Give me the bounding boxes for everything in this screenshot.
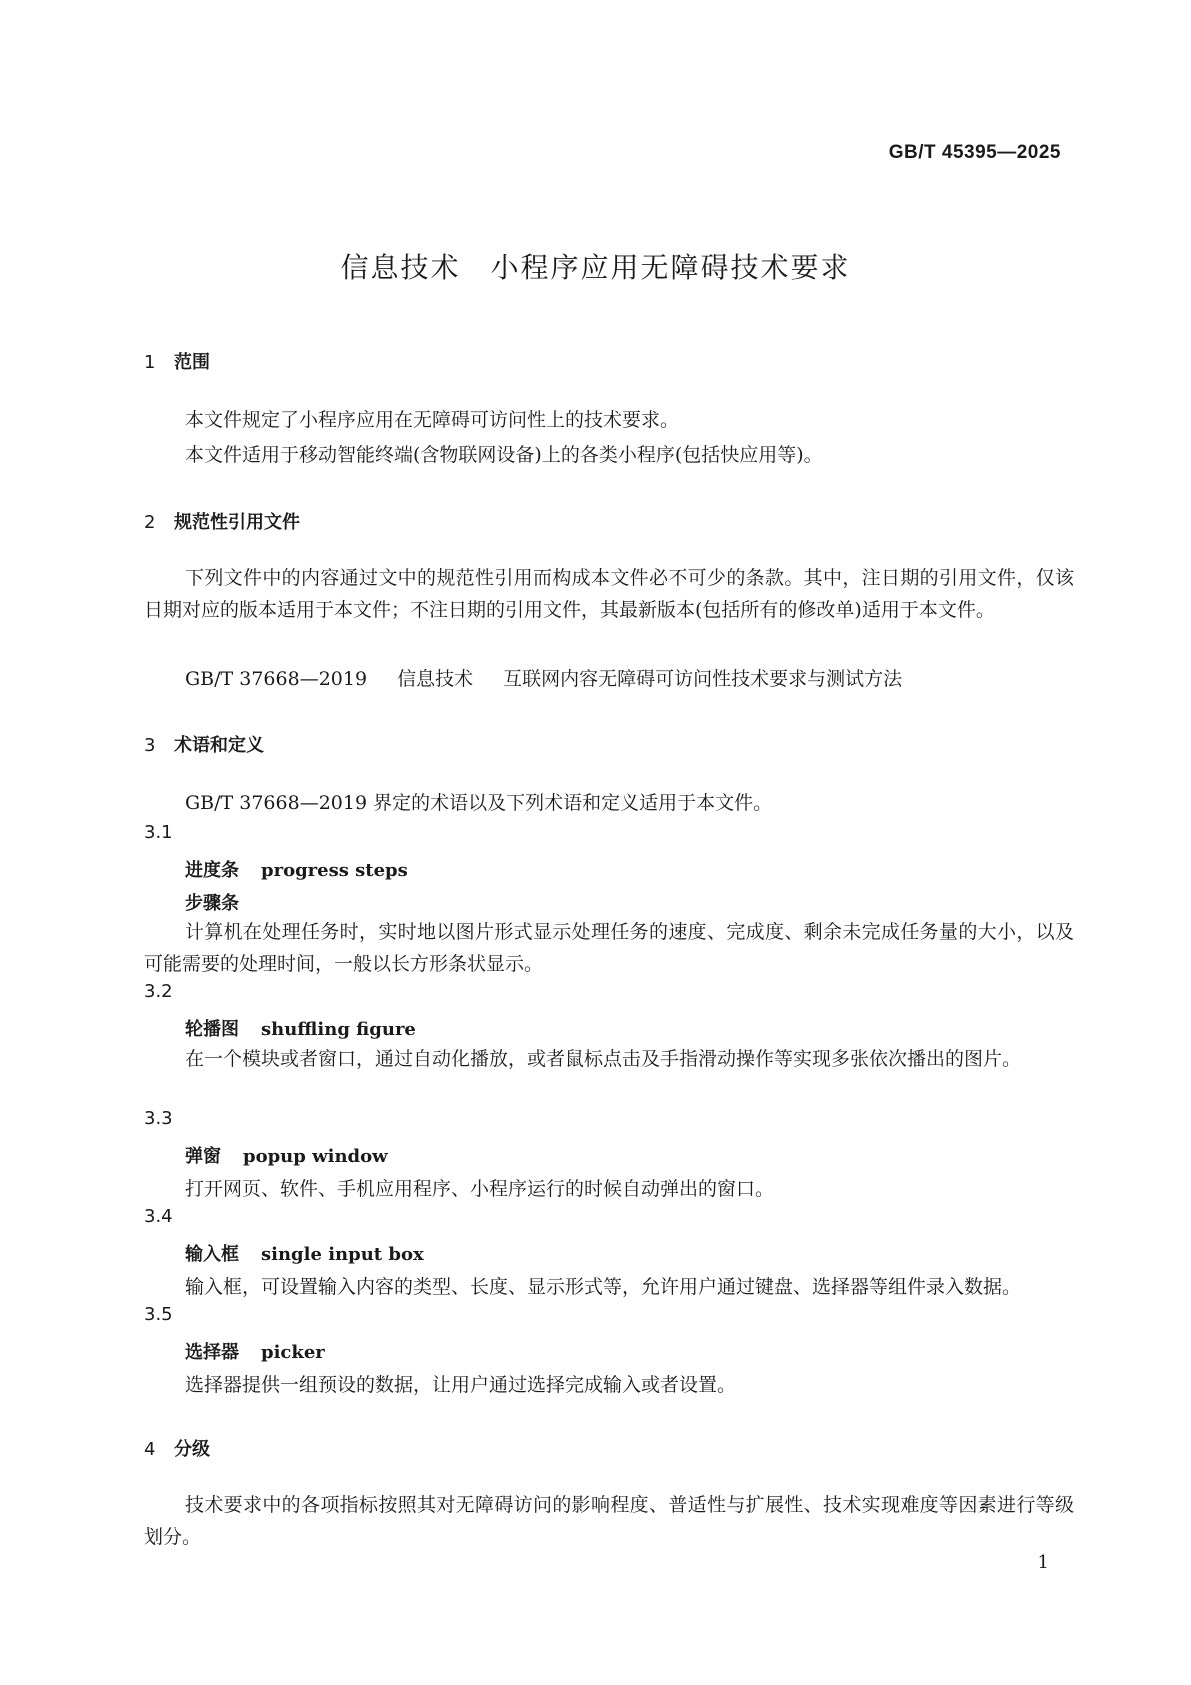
term-zh: 弹窗 [185, 1146, 221, 1167]
paragraph: 下列文件中的内容通过文中的规范性引用而构成本文件必不可少的条款。其中，注日期的引用文件，仅该日期对应的版本适用于本文件；不注日期的引用文件，其最新版本(包括所有的修改单)适用于本文件。 [144, 567, 1074, 621]
term-definition: 选择器提供一组预设的数据，让用户通过选择完成输入或者设置。 [185, 1374, 737, 1396]
paragraph: 本文件适用于移动智能终端(含物联网设备)上的各类小程序(包括快应用等)。 [185, 444, 823, 466]
term-zh: 输入框 [185, 1244, 239, 1265]
term-number: 3.3 [144, 1108, 173, 1129]
section-2-heading [144, 508, 300, 534]
term-definition: 打开网页、软件、手机应用程序、小程序运行的时候自动弹出的窗口。 [185, 1178, 775, 1200]
term-number: 3.2 [144, 981, 173, 1002]
section-title: 范围 [174, 352, 210, 373]
term-number: 3.5 [144, 1304, 173, 1325]
reference-code: GB/T 37668—2019 [185, 668, 368, 690]
term-en: progress steps [261, 860, 408, 881]
reference-title-part: 互联网内容无障碍可访问性技术要求与测试方法 [503, 668, 903, 690]
section-title: 术语和定义 [174, 735, 264, 756]
term-zh: 轮播图 [185, 1019, 239, 1040]
term-number: 3.4 [144, 1206, 173, 1227]
section-title: 规范性引用文件 [174, 512, 300, 533]
term-alt-zh: 步骤条 [185, 893, 239, 914]
reference-title-part: 信息技术 [397, 668, 474, 690]
normative-reference [185, 664, 902, 691]
term-entry [185, 1015, 416, 1041]
term-entry [185, 1338, 325, 1364]
term-entry [185, 1240, 424, 1266]
paragraph: GB/T 37668—2019 界定的术语以及下列术语和定义适用于本文件。 [185, 792, 773, 814]
term-admitted [185, 889, 239, 915]
term-entry [185, 1142, 388, 1168]
term-en: picker [261, 1342, 325, 1363]
standard-code: GB/T 45395—2025 [888, 142, 1061, 163]
term-en: popup window [243, 1146, 388, 1167]
section-4-heading [144, 1435, 210, 1461]
term-zh: 选择器 [185, 1342, 239, 1363]
section-number: 4 [144, 1439, 156, 1460]
section-title: 分级 [174, 1439, 210, 1460]
paragraph: 本文件规定了小程序应用在无障碍可访问性上的技术要求。 [185, 409, 680, 431]
section-3-heading [144, 731, 264, 757]
term-entry [185, 856, 408, 882]
document-title: 信息技术 小程序应用无障碍技术要求 [340, 251, 851, 284]
term-en: shuffling figure [261, 1019, 416, 1040]
term-definition: 在一个模块或者窗口，通过自动化播放，或者鼠标点击及手指滑动操作等实现多张依次播出的图片。 [185, 1048, 1022, 1070]
term-definition: 计算机在处理任务时，实时地以图片形式显示处理任务的速度、完成度、剩余未完成任务量的大小，以及可能需要的处理时间，一般以长方形条状显示。 [144, 921, 1074, 975]
section-number: 2 [144, 512, 156, 533]
section-number: 3 [144, 735, 156, 756]
page-number: 1 [1037, 1552, 1049, 1573]
term-en: single input box [261, 1244, 424, 1265]
term-definition: 输入框，可设置输入内容的类型、长度、显示形式等，允许用户通过键盘、选择器等组件录入数据。 [185, 1276, 1022, 1298]
term-zh: 进度条 [185, 860, 239, 881]
section-1-heading [144, 348, 210, 374]
paragraph: 技术要求中的各项指标按照其对无障碍访问的影响程度、普适性与扩展性、技术实现难度等因素进行等级划分。 [144, 1494, 1074, 1548]
section-number: 1 [144, 352, 156, 373]
term-number: 3.1 [144, 822, 173, 843]
